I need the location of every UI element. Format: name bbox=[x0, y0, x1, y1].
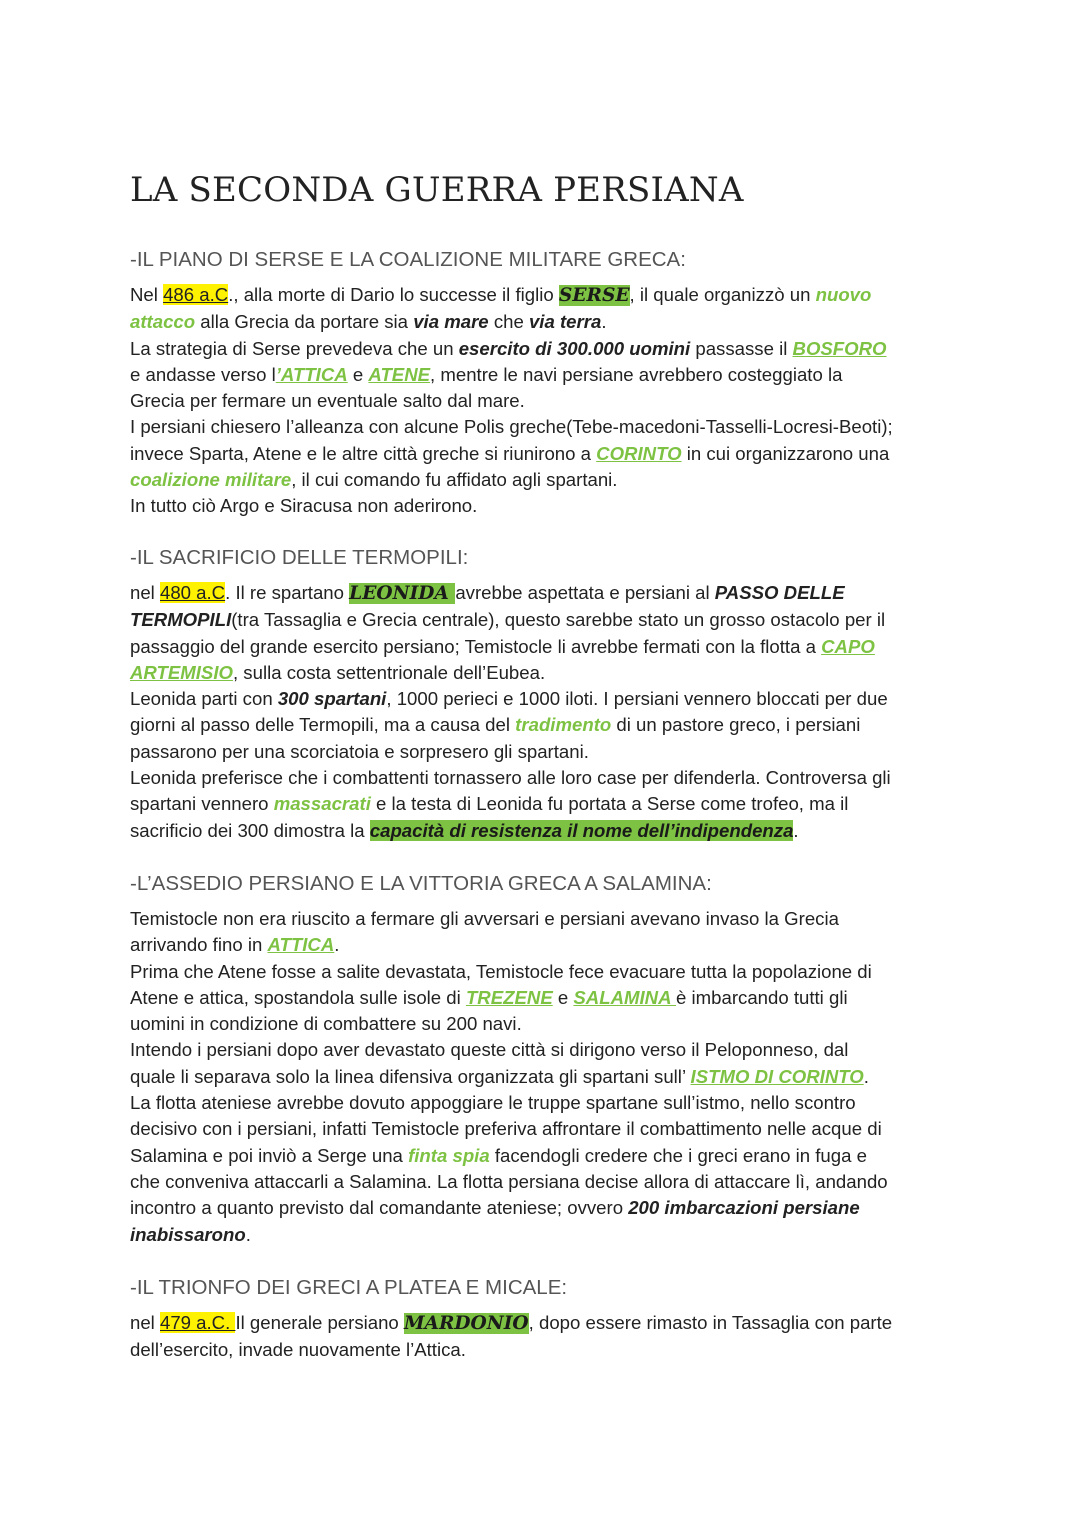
section-body-salamina bbox=[130, 906, 888, 1248]
text-line: passarono per una scorciatoia e sorpresero gli spartani. bbox=[130, 740, 589, 762]
text-line: quale li separava solo la linea difensiva organizzata gli spartani sull’ ISTMO DI CORINTO. bbox=[130, 1065, 869, 1087]
text-line: Grecia per fermare un eventuale salto dal mare. bbox=[130, 390, 525, 412]
text-line: Leonida preferisce che i combattenti tornassero alle loro case per difenderla. Controversa gli bbox=[130, 767, 891, 789]
text-line: attacco alla Grecia da portare sia via mare che via terra. bbox=[130, 311, 607, 333]
date-highlight: 480 a.C bbox=[159, 582, 226, 603]
text-line: coalizione militare, il cui comando fu affidato agli spartani. bbox=[130, 469, 618, 491]
text-line: spartani vennero massacrati e la testa di Leonida fu portata a Serse come trofeo, ma il bbox=[130, 793, 849, 815]
text-line: nel 479 a.C. Il generale persiano MARDONIO, dopo essere rimasto in Tassaglia con parte bbox=[130, 1312, 893, 1334]
text-line: decisivo con i persiani, infatti Temistocle preferiva affrontare il combattimento nelle acque di bbox=[130, 1118, 882, 1140]
text-line: e andasse verso l’ATTICA e ATENE, mentre le navi persiane avrebbero costeggiato la bbox=[130, 363, 843, 385]
section-heading-salamina: -L’ASSEDIO PERSIANO E LA VITTORIA GRECA A SALAMINA: bbox=[130, 872, 712, 895]
text-line: incontro a quanto previsto dal comandante ateniese; ovvero 200 imbarcazioni persiane bbox=[130, 1197, 860, 1219]
section-body-platea bbox=[130, 1310, 892, 1364]
name-highlight: LEONIDA bbox=[349, 583, 456, 604]
page-title: LA SECONDA GUERRA PERSIANA bbox=[130, 170, 744, 210]
text-line: inabissarono. bbox=[130, 1223, 251, 1245]
text-line: sacrificio dei 300 dimostra la capacità di resistenza il nome dell’indipendenza. bbox=[130, 819, 799, 841]
text-line: ARTEMISIO, sulla costa settentrionale dell’Eubea. bbox=[130, 661, 546, 683]
section-body-termopili bbox=[130, 580, 891, 844]
text-line: passaggio del grande esercito persiano; Temistocle li avrebbe fermati con la flotta a CAPO bbox=[130, 635, 875, 657]
text-line: TERMOPILI(tra Tassaglia e Grecia centrale), questo sarebbe stato un grosso ostacolo per il bbox=[130, 609, 886, 631]
text-line: Salamina e poi inviò a Serge una finta spia facendogli credere che i greci erano in fuga e bbox=[130, 1144, 867, 1166]
text-line: arrivando fino in ATTICA. bbox=[130, 934, 340, 956]
text-line: La strategia di Serse prevedeva che un esercito di 300.000 uomini passasse il BOSFORO bbox=[130, 337, 887, 359]
text-line: uomini in condizione di combattere su 200 navi. bbox=[130, 1013, 522, 1035]
phrase-highlight: capacità di resistenza il nome dell’indipendenza bbox=[369, 819, 794, 841]
section-heading-termopili: -IL SACRIFICIO DELLE TERMOPILI: bbox=[130, 546, 469, 569]
text-line: Nel 486 a.C., alla morte di Dario lo successe il figlio SERSE, il quale organizzò un nuovo bbox=[130, 284, 872, 306]
text-line: I persiani chiesero l’alleanza con alcune Polis greche(Tebe-macedoni-Tasselli-Locresi-Beoti); bbox=[130, 416, 893, 438]
date-highlight: 486 a.C bbox=[163, 284, 229, 305]
text-line: che conveniva attaccarli a Salamina. La flotta persiana decise allora di attaccare lì, andando bbox=[130, 1170, 888, 1192]
text-line: La flotta ateniese avrebbe dovuto appoggiare le truppe spartane sull’istmo, nello scontro bbox=[130, 1092, 856, 1114]
section-heading-platea: -IL TRIONFO DEI GRECI A PLATEA E MICALE: bbox=[130, 1276, 568, 1299]
section-heading-serse-plan: -IL PIANO DI SERSE E LA COALIZIONE MILITARE GRECA: bbox=[130, 248, 686, 271]
text-line: dell’esercito, invade nuovamente l’Attica. bbox=[130, 1339, 466, 1361]
text-line: nel 480 a.C. Il re spartano LEONIDA avrebbe aspettata e persiani al PASSO DELLE bbox=[130, 582, 845, 604]
text-line: giorni al passo delle Termopili, ma a causa del tradimento di un pastore greco, i persiani bbox=[130, 714, 861, 736]
text-line: Leonida parti con 300 spartani, 1000 perieci e 1000 iloti. I persiani vennero bloccati per due bbox=[130, 688, 888, 710]
place-keyword: BOSFORO bbox=[792, 337, 887, 359]
name-highlight: SERSE bbox=[558, 285, 630, 306]
text-line: Temistocle non era riuscito a fermare gli avversari e persiani avevano invaso la Grecia bbox=[130, 908, 839, 929]
date-highlight: 479 a.C. bbox=[159, 1312, 236, 1333]
text-line: invece Sparta, Atene e le altre città greche si riunirono a CORINTO in cui organizzarono una bbox=[130, 442, 890, 464]
name-highlight: MARDONIO bbox=[403, 1313, 529, 1334]
text-line: Intendo i persiani dopo aver devastato queste città si dirigono verso il Peloponneso, dal bbox=[130, 1039, 849, 1061]
text-line: Prima che Atene fosse a salite devastata, Temistocle fece evacuare tutta la popolazione di bbox=[130, 960, 872, 982]
text-line: In tutto ciò Argo e Siracusa non aderirono. bbox=[130, 495, 478, 517]
section-body-serse-plan bbox=[130, 282, 893, 520]
text-line: Atene e attica, spostandola sulle isole di TREZENE e SALAMINA è imbarcando tutti gli bbox=[130, 986, 848, 1008]
